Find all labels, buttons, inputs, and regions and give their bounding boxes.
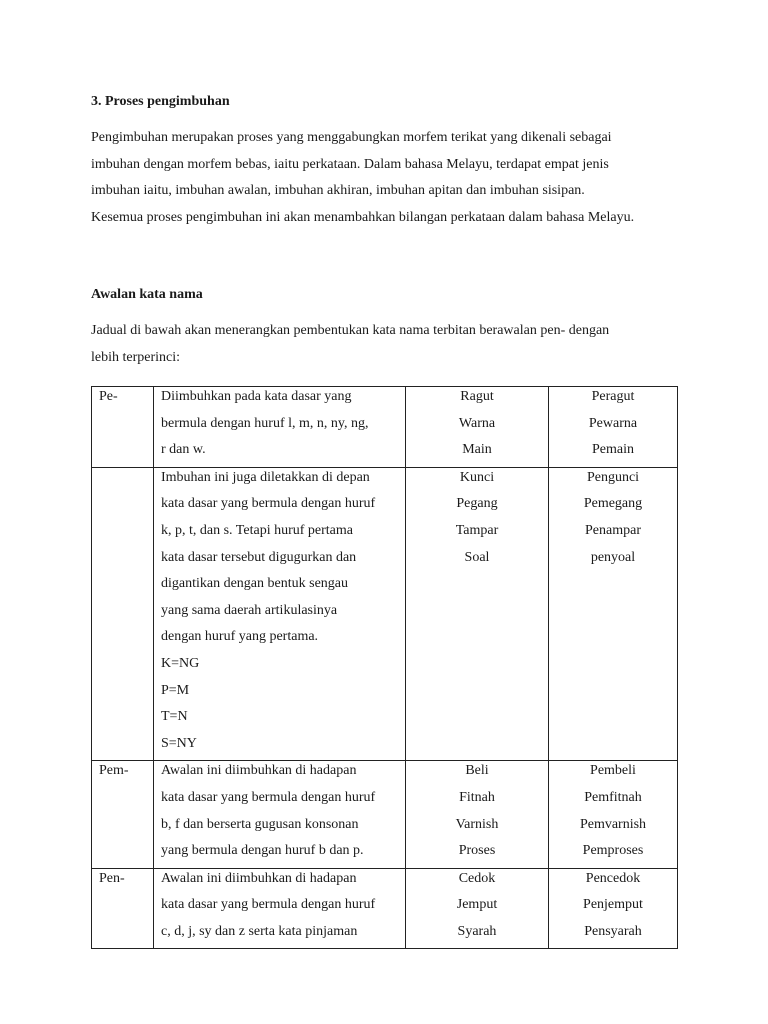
prefix-cell [92,387,154,468]
description-line: b, f dan berserta gugusan konsonan [161,816,359,832]
derived-word-cell [549,868,678,949]
derived-word: Pensyarah [584,923,642,939]
derived-word: Penampar [585,522,641,538]
derived-word: penyoal [590,549,636,565]
derived-word: Pewarna [588,415,638,431]
table-intro-paragraph [91,318,691,371]
prefix-text: Pem- [99,763,129,779]
base-word: Ragut [460,389,494,404]
table-row [92,467,678,761]
description-line: Imbuhan ini juga diletakkan di depan [161,469,370,485]
base-word: Syarah [457,923,497,939]
section-title: 3. Proses pengimbuhan [91,94,230,109]
prefix-table [91,386,678,949]
derived-word-cell [549,387,678,468]
base-word: Pegang [456,496,498,512]
subsection-title: Awalan kata nama [91,287,203,302]
base-word: Tampar [455,522,499,538]
intro-line: Pengimbuhan merupakan proses yang menggabungkan morfem terikat yang dikenali sebagai [91,130,612,145]
derived-word-cell [549,467,678,761]
description-cell [154,868,406,949]
description-line: P=M [161,682,190,698]
base-word: Main [462,442,492,458]
description-line: kata dasar tersebut digugurkan dan [161,549,357,565]
description-line: k, p, t, dan s. Tetapi huruf pertama [161,522,353,538]
description-line: Diimbuhkan pada kata dasar yang [161,389,352,404]
description-line: kata dasar yang bermula dengan huruf [161,789,376,805]
description-line: S=NY [161,735,197,751]
derived-word: Pemain [592,442,634,458]
description-line: dengan huruf yang pertama. [161,629,319,645]
intro-line: imbuhan dengan morfem bebas, iaitu perkataan. Dalam bahasa Melayu, terdapat empat jenis [91,156,609,172]
derived-word: Pemfitnah [584,789,642,805]
derived-word: Pencedok [585,870,641,886]
derived-word: Pemvarnish [579,816,647,832]
base-word: Varnish [455,816,499,832]
prefix-cell [92,868,154,949]
prefix-cell [92,761,154,868]
table-intro-line: lebih terperinci: [91,349,181,365]
table-intro-line: Jadual di bawah akan menerangkan pembentukan kata nama terbitan berawalan pen- dengan [91,323,610,338]
derived-word: Peragut [591,389,635,404]
derived-word-cell [549,761,678,868]
derived-word: Pengunci [586,469,640,485]
base-word: Warna [458,415,496,431]
description-line: Awalan ini diimbuhkan di hadapan [161,763,357,779]
derived-word: Pembeli [590,763,636,779]
intro-line: Kesemua proses pengimbuhan ini akan menambahkan bilangan perkataan dalam bahasa Melayu. [91,209,635,225]
base-word: Beli [465,763,489,779]
base-word: Proses [458,843,496,859]
base-word-cell [406,467,549,761]
base-word: Cedok [458,870,496,886]
base-word: Kunci [459,469,495,485]
description-line: r dan w. [161,442,206,458]
description-line: kata dasar yang bermula dengan huruf [161,897,376,913]
base-word: Soal [464,549,490,565]
base-word: Jemput [456,897,498,913]
table-row [92,761,678,868]
description-line: K=NG [161,655,200,671]
description-line: digantikan dengan bentuk sengau [161,576,349,592]
description-line: c, d, j, sy dan z serta kata pinjaman [161,923,358,939]
table-row [92,868,678,949]
prefix-text: Pe- [99,389,118,404]
derived-word: Penjemput [583,897,643,913]
base-word-cell [406,387,549,468]
description-line: yang bermula dengan huruf b dan p. [161,843,364,859]
intro-paragraph [91,125,691,231]
base-word-cell [406,761,549,868]
description-cell [154,467,406,761]
prefix-text: Pen- [99,870,125,886]
intro-line: imbuhan iaitu, imbuhan awalan, imbuhan akhiran, imbuhan apitan dan imbuhan sisipan. [91,183,585,198]
description-line: yang sama daerah artikulasinya [161,602,338,618]
base-word-cell [406,868,549,949]
derived-word: Pemproses [582,843,644,859]
description-cell [154,387,406,468]
description-line: kata dasar yang bermula dengan huruf [161,496,376,512]
table-row [92,387,678,468]
description-line: Awalan ini diimbuhkan di hadapan [161,870,357,886]
description-line: T=N [161,709,188,725]
prefix-cell [92,467,154,761]
description-line: bermula dengan huruf l, m, n, ny, ng, [161,415,369,431]
base-word: Fitnah [459,789,495,805]
prefix-text [99,468,153,495]
description-cell [154,761,406,868]
derived-word: Pemegang [583,496,643,512]
